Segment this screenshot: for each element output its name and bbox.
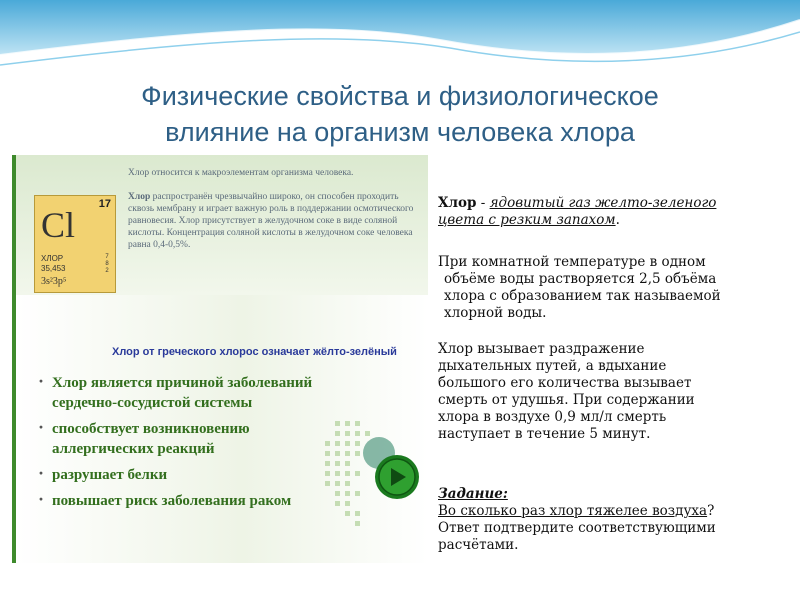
element-shells: 7 8 2 bbox=[105, 254, 109, 274]
element-configuration: 3s²3p⁵ bbox=[41, 276, 67, 287]
task-question bbox=[438, 503, 758, 554]
effects-list bbox=[38, 373, 338, 517]
task-heading: Задание: bbox=[438, 486, 508, 502]
element-symbol: Cl bbox=[41, 205, 76, 245]
header-wave-decoration bbox=[0, 0, 800, 90]
panel-paragraph-1: Хлор относится к макроэлементам организма человека. bbox=[128, 168, 354, 178]
def-dash: - bbox=[476, 195, 490, 211]
title-line-2: влияние на организм человека хлора bbox=[165, 117, 635, 147]
title-line-1: Физические свойства и физиологическое bbox=[141, 81, 659, 111]
def-bold: Хлор bbox=[438, 195, 477, 211]
task-instruction: Ответ подтвердите соответствующими расчётами. bbox=[438, 520, 716, 553]
periodic-element-card bbox=[34, 195, 116, 293]
greek-origin-caption: Хлор от греческого хлорос означает жёлто-зелёный bbox=[112, 346, 397, 358]
def-end: . bbox=[615, 212, 620, 228]
task-label bbox=[438, 486, 758, 503]
element-atomic-number: 17 bbox=[98, 198, 111, 210]
panel-p2-bold: Хлор bbox=[128, 192, 151, 202]
list-item: · способствует возникновению аллергических реакций bbox=[38, 419, 338, 459]
decorative-orb-graphic bbox=[321, 417, 421, 537]
task-question-mark: ? bbox=[707, 503, 715, 519]
panel-paragraph-2 bbox=[128, 191, 420, 251]
def-italic: ядовитый газ желто-зеленого цвета с резким запахом bbox=[438, 195, 717, 228]
panel-p2-text: распространён чрезвычайно широко, он способен проходить сквозь мембрану и играет важную роль в поддержании осмотического равновесия. Хлор присутствует в желудочном соке в виде соляной кислоты. Концентрация соляной кислоты в желудочном соке человека равна 0,4-0,5%. bbox=[128, 192, 414, 250]
toxicity-paragraph: Хлор вызывает раздражение дыхательных путей, а вдыхание большого его количества вызывает смерть от удушья. При содержании хлора в воздухе 0,9 мл/л смерть наступает в течение 5 минут. bbox=[438, 341, 695, 442]
list-item: · повышает риск заболевания раком bbox=[38, 491, 338, 511]
list-item: · разрушает белки bbox=[38, 465, 338, 485]
task-question-text: Во сколько раз хлор тяжелее воздуха bbox=[438, 503, 708, 519]
page-title bbox=[40, 78, 760, 150]
element-mass: 35,453 bbox=[41, 264, 66, 273]
list-item: · Хлор является причиной заболеваний сердечно-сосудистой системы bbox=[38, 373, 338, 413]
solubility-paragraph: При комнатной температуре в одном объёме воды растворяется 2,5 объёма хлора с образованием так называемой хлорной воды. bbox=[438, 254, 721, 321]
element-name: ХЛОР bbox=[41, 254, 64, 263]
chlorine-definition bbox=[438, 195, 758, 229]
chlorine-info-image bbox=[12, 155, 428, 563]
